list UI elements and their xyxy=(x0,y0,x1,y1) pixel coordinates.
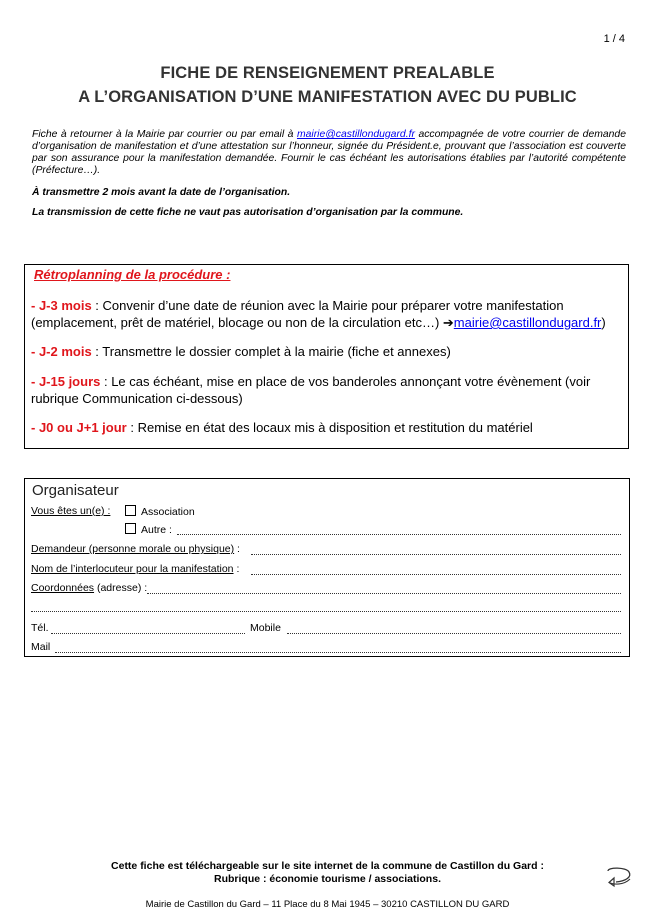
footer-line2: Rubrique : économie tourisme / associations. xyxy=(214,873,441,885)
coordonnees-row xyxy=(31,582,147,594)
autre-field[interactable] xyxy=(177,534,621,535)
demandeur-row xyxy=(31,543,240,555)
option-association[interactable] xyxy=(125,505,195,518)
autre-checkbox[interactable] xyxy=(125,523,136,534)
interlocuteur-label: Nom de l’interlocuteur pour la manifestation xyxy=(31,563,234,575)
arrow-icon: ➔ xyxy=(442,315,454,330)
step-text: : Remise en état des locaux mis à disposition et restitution du matériel xyxy=(126,420,533,435)
footer-address: Mairie de Castillon du Gard – 11 Place du 8 Mai 1945 – 30210 CASTILLON DU GARD xyxy=(145,899,510,910)
association-checkbox[interactable] xyxy=(125,505,136,516)
mail-row xyxy=(31,641,50,653)
vous-etes-row xyxy=(31,505,110,517)
next-page-icon[interactable] xyxy=(604,865,634,894)
page-title-line2: A L’ORGANISATION D’UNE MANIFESTATION AVEC DU PUBLIC xyxy=(78,88,577,106)
colon: : xyxy=(234,543,240,555)
association-label: Association xyxy=(141,506,195,518)
mobile-label: Mobile xyxy=(250,622,281,634)
step-label: - J-15 jours xyxy=(31,374,101,389)
intro-deadline: À transmettre 2 mois avant la date de l’organisation. xyxy=(32,187,291,198)
coordonnees-label: Coordonnées xyxy=(31,582,95,594)
step-j15 xyxy=(31,373,621,407)
intro-text-before: Fiche à retourner à la Mairie par courrier ou par email à xyxy=(32,129,297,140)
step-label: - J-3 mois xyxy=(31,298,92,313)
demandeur-label: Demandeur (personne morale ou physique) xyxy=(31,543,235,555)
interlocuteur-row xyxy=(31,563,239,575)
coordonnees-field[interactable] xyxy=(147,593,621,594)
step-email-link[interactable]: mairie@castillondugard.fr xyxy=(453,315,602,330)
page-title-line1: FICHE DE RENSEIGNEMENT PREALABLE xyxy=(160,64,495,82)
option-autre[interactable] xyxy=(125,523,172,536)
tel-row xyxy=(31,622,49,634)
retroplanning-header: Rétroplanning de la procédure : xyxy=(34,267,231,282)
page-number: 1 / 4 xyxy=(603,33,625,45)
coordonnees-suffix: (adresse) : xyxy=(94,582,148,594)
step-j3 xyxy=(31,297,621,331)
step-text-end: ) xyxy=(601,315,606,330)
organisateur-header: Organisateur xyxy=(32,482,119,499)
footer-note xyxy=(0,860,655,886)
intro-email-link[interactable]: mairie@castillondugard.fr xyxy=(296,129,415,140)
autre-label: Autre : xyxy=(141,524,172,536)
tel-label: Tél. xyxy=(31,622,49,634)
intro-disclaimer: La transmission de cette fiche ne vaut pas autorisation d’organisation par la commune. xyxy=(32,207,464,218)
step-text: : Transmettre le dossier complet à la mairie (fiche et annexes) xyxy=(91,344,451,359)
mail-label: Mail xyxy=(31,641,51,653)
demandeur-field[interactable] xyxy=(251,554,621,555)
step-label: - J-2 mois xyxy=(31,344,92,359)
intro-paragraph xyxy=(32,129,626,177)
mobile-field[interactable] xyxy=(287,633,621,634)
step-text: : Le cas échéant, mise en place de vos banderoles annonçant votre évènement (voir rubrique Communication ci-dessous) xyxy=(31,374,591,406)
step-label: - J0 ou J+1 jour xyxy=(31,420,127,435)
retroplanning-box xyxy=(24,264,629,449)
footer-line1: Cette fiche est téléchargeable sur le site internet de la commune de Castillon du Gard : xyxy=(111,860,544,872)
mail-field[interactable] xyxy=(55,652,621,653)
step-text: : Convenir d’une date de réunion avec la Mairie pour préparer votre manifestation (emplacement, prêt de matériel, blocage ou non de la circulation etc…) xyxy=(31,298,564,330)
colon: : xyxy=(233,563,240,575)
coordonnees-field-2[interactable] xyxy=(31,611,621,612)
interlocuteur-field[interactable] xyxy=(251,574,621,575)
step-j0 xyxy=(31,419,621,436)
tel-field[interactable] xyxy=(51,633,245,634)
step-j2 xyxy=(31,343,621,360)
intro-text-after: accompagnée de votre courrier de demande d’organisation de manifestation et d’une attestation sur l’honneur, signée du Président.e, prouvant que l’association est couverte par son assurance pour la manifestation demandée. Fournir le cas échéant les autorisations établies par l’autorité compétente (Préfecture…). xyxy=(32,129,626,176)
organisateur-box xyxy=(24,478,630,657)
vous-etes-label: Vous êtes un(e) : xyxy=(31,505,111,517)
mobile-row xyxy=(250,622,281,634)
